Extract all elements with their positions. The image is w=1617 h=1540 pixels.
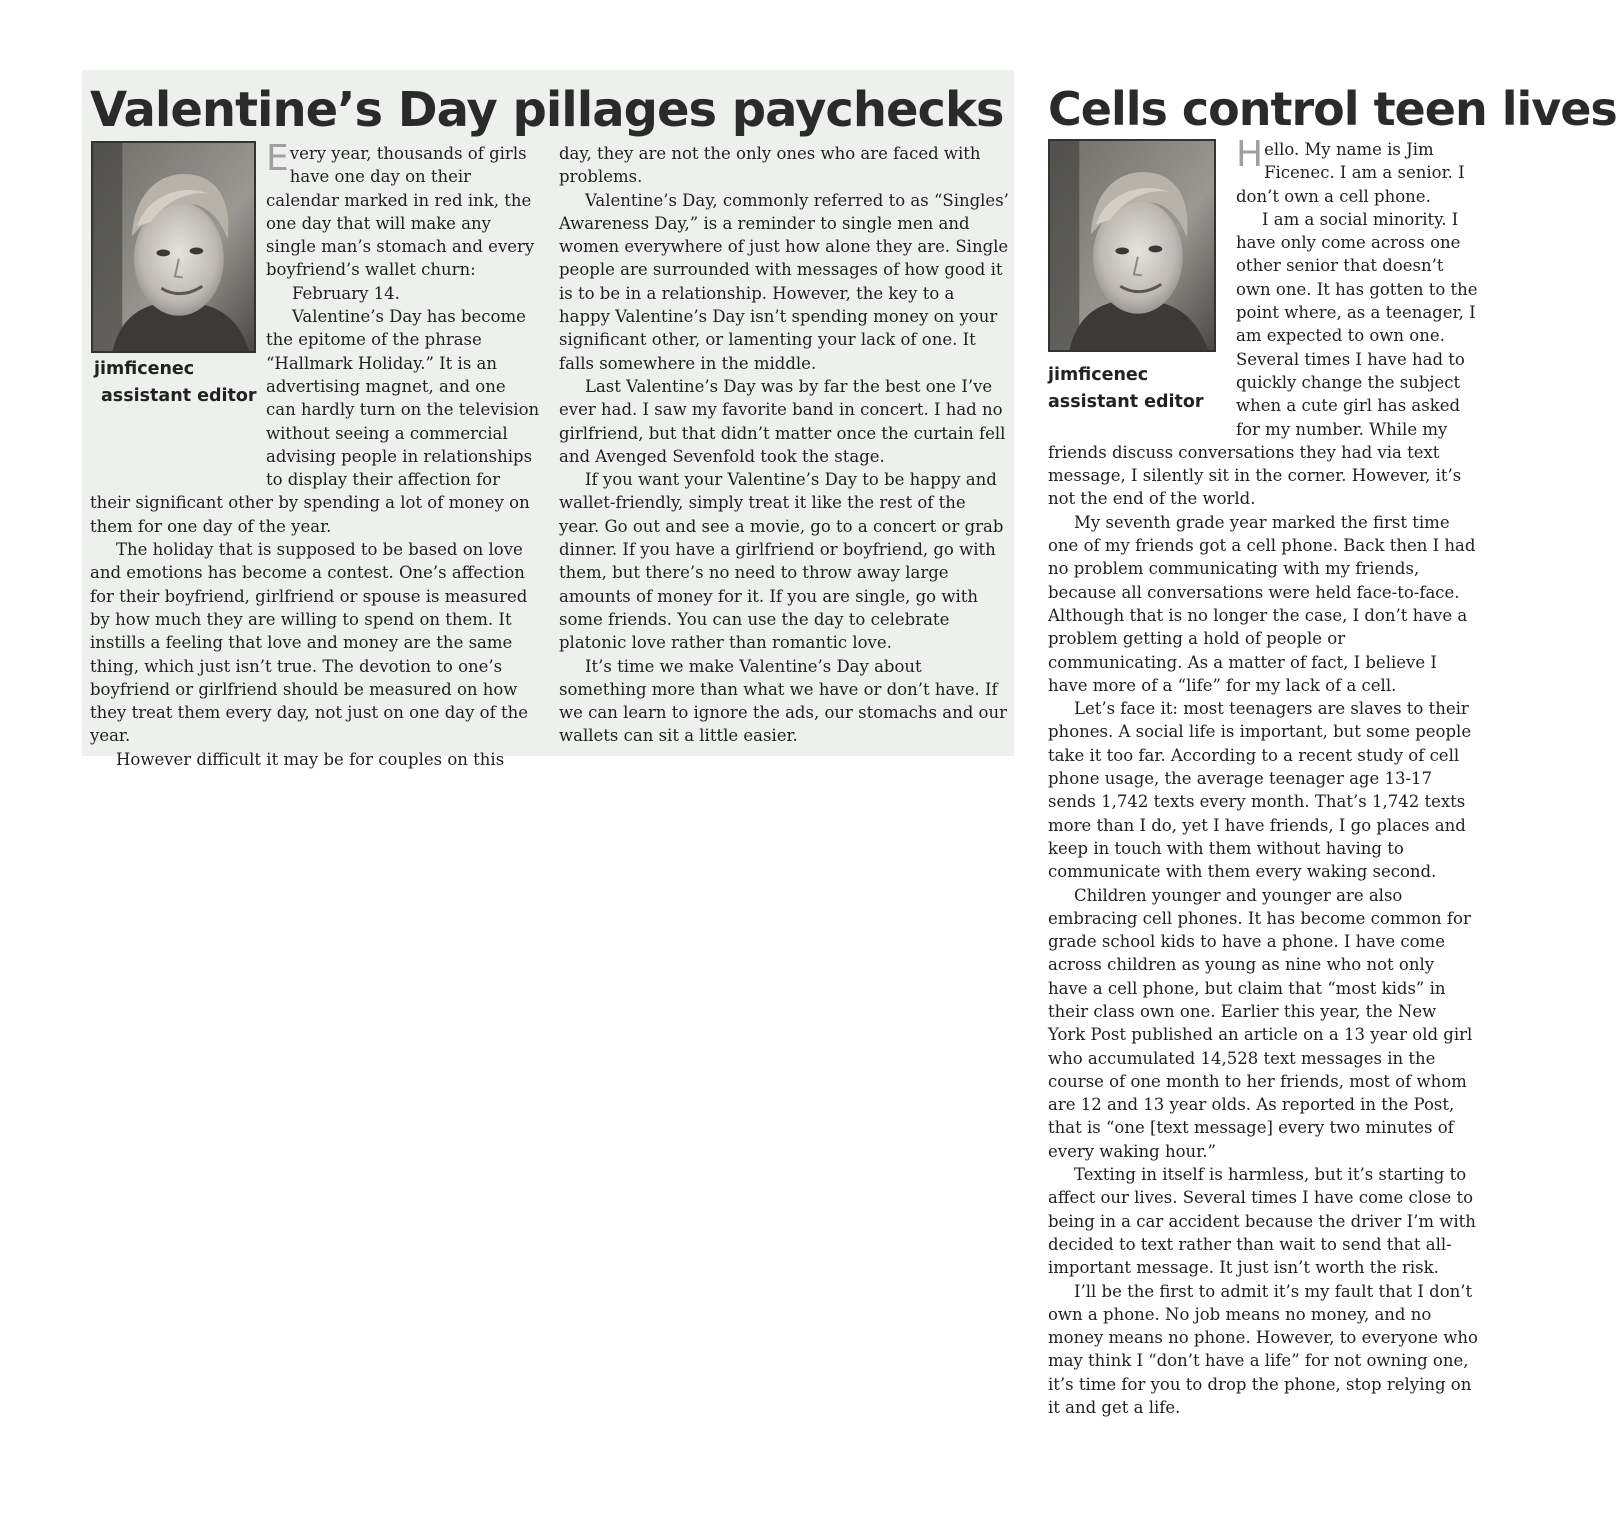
article-paragraph: However difficult it may be for couples on this — [116, 749, 505, 769]
author-name: jimficenec — [94, 359, 195, 379]
drop-cap: H — [1236, 134, 1264, 175]
article-paragraph: If you want your Valentine’s Day to be happy and wallet-friendly, simply treat it like the rest of the year. Go out and see a movie, go to a concert or grab dinner. If you have a girlfriend or boyfriend, go with them, but there’s no need to throw away large amounts of money for it. If you are single, go with some friends. You can use the day to celebrate platonic love rather than romantic love. — [559, 470, 1004, 653]
article-paragraph: Valentine’s Day has become the epitome of the phrase “Hallmark Holiday.” It is an advertising magnet, and one can hardly turn on the television without seeing a commercial advising people in relationships to display their affection for their significant other by spending a lot of money on them for one day of the year. — [90, 307, 540, 536]
article-paragraph: day, they are not the only ones who are faced with problems. — [559, 144, 981, 187]
article-paragraph: Children younger and younger are also embracing cell phones. It has become common for grade school kids to have a phone. I have come across children as young as nine who not only have a cell phone, but claim that “most kids” in their class own one. Earlier this year, the New York Post published an article on a 13 year old girl who accumulated 14,528 text messages in the course of one month to her friends, most of whom are 12 and 13 year olds. As reported in the Post, that is “one [text message] every two minutes of every waking hour.” — [1048, 885, 1473, 1161]
photo-wrap-spacer — [90, 142, 266, 480]
article-paragraph: My seventh grade year marked the first time one of my friends got a cell phone. Back then I had no problem communicating with my friends, because all conversations were held face-to-face. Although that is no longer the case, I don’t have a problem getting a hold of people or communicating. As a matter of fact, I believe I have more of a “life” for my lack of a cell. — [1048, 512, 1476, 695]
article-paragraph: It’s time we make Valentine’s Day about something more than what we have or don’t have. If we can learn to ignore the ads, our stomachs and our wallets can sit a little easier. — [559, 656, 1007, 746]
article-paragraph: I’ll be the first to admit it’s my fault that I don’t own a phone. No job means no money, and no money means no phone. However, to everyone who may think I “don’t have a life” for not owning one, it’s time for you to drop the phone, stop relying on it and get a life. — [1048, 1281, 1478, 1418]
article-column-2 — [559, 142, 1009, 748]
article-column-1 — [90, 138, 540, 771]
article-paragraph: Last Valentine’s Day was by far the best one I’ve ever had. I saw my favorite band in concert. I had no girlfriend, but that didn’t matter once the curtain fell and Avenged Sevenfold took the stage. — [559, 376, 1006, 466]
cells-control-teen-lives-article — [1048, 72, 1617, 1472]
photo-wrap-spacer — [1048, 138, 1236, 420]
author-name: jimficenec — [1048, 365, 1149, 385]
author-title: assistant editor — [1048, 392, 1204, 412]
article-paragraph: February 14. — [292, 283, 400, 303]
valentines-day-article — [82, 70, 1014, 769]
article-paragraph: The holiday that is supposed to be based on love and emotions has become a contest. One’s affection for their boyfriend, girlfriend or spouse is measured by how much they are willing to spend on them. It instills a feeling that love and money are the same thing, which just isn’t true. The devotion to one’s boyfriend or girlfriend should be measured on how they treat them every day, not just on one day of the year. — [90, 540, 528, 746]
article-paragraph: I am a social minority. I have only come across one other senior that doesn’t own one. It has gotten to the point where, as a teenager, I am expected to own one. Several times I have had to quickly change the subject when a cute girl has asked for my number. While my friends discuss conversations they had via text message, I silently sit in the corner. However, it’s not the end of the world. — [1048, 209, 1478, 509]
paragraph-text: very year, thousands of girls have one day on their calendar marked in red ink, the one day that will make any single man’s stomach and every boyfriend’s wallet churn: — [266, 144, 535, 280]
author-title: assistant editor — [101, 386, 257, 406]
article-headline: Valentine’s Day pillages paychecks — [90, 82, 1004, 138]
paragraph-text: ello. My name is Jim Ficenec. I am a senior. I don’t own a cell phone. — [1236, 140, 1465, 206]
article-headline: Cells control teen lives — [1048, 82, 1617, 136]
article-paragraph: Texting in itself is harmless, but it’s starting to affect our lives. Several times I have come close to being in a car accident because the driver I’m with decided to text rather than wait to send that all-important message. It just isn’t worth the risk. — [1048, 1165, 1476, 1278]
article-paragraph: Valentine’s Day, commonly referred to as “Singles’ Awareness Day,” is a reminder to single men and women everywhere of just how alone they are. Single people are surrounded with messages of how good it is to be in a relationship. However, the key to a happy Valentine’s Day isn’t spending money on your significant other, or lamenting your lack of one. It falls somewhere in the middle. — [559, 190, 1009, 373]
article-paragraph: Let’s face it: most teenagers are slaves to their phones. A social life is important, but some people take it too far. According to a recent study of cell phone usage, the average teenager age 13-17 sends 1,742 texts every month. That’s 1,742 texts more than I do, yet I have friends, I go places and keep in touch with them without having to communicate with them every waking second. — [1048, 699, 1472, 882]
drop-cap: E — [266, 138, 289, 179]
article-column — [1048, 134, 1478, 1419]
